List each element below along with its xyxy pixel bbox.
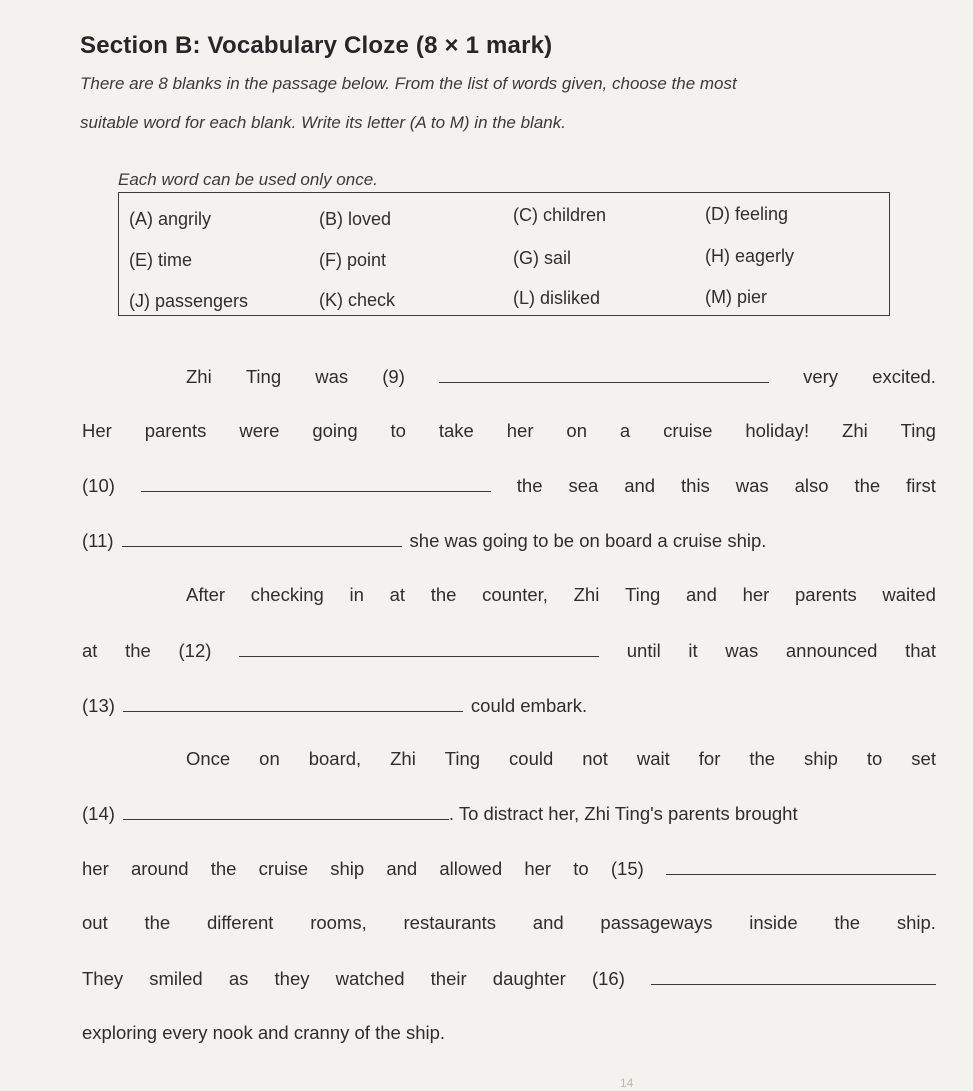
passage-word: the: [516, 475, 543, 496]
passage-line: [82, 803, 936, 833]
passage-word: the: [834, 912, 861, 933]
answer-blank-10[interactable]: [141, 475, 491, 492]
word-list-box: [118, 192, 890, 316]
passage-word: the: [430, 584, 457, 605]
passage-word: holiday!: [745, 420, 810, 441]
passage-word: set: [911, 748, 936, 769]
passage-line: [186, 748, 936, 778]
passage-word: Zhi: [573, 584, 600, 605]
passage-line: [82, 475, 936, 505]
passage-word: was: [315, 366, 349, 387]
word-option: (B) loved: [319, 209, 392, 229]
passage-word: first: [906, 475, 936, 496]
passage-word: They: [82, 968, 124, 989]
passage-word: board,: [308, 748, 362, 769]
passage-word: . To distract her, Zhi Ting's parents brought: [448, 803, 798, 824]
answer-blank-14[interactable]: [123, 803, 449, 820]
passage-word: could embark.: [470, 695, 588, 716]
passage-word: cruise: [258, 858, 308, 879]
passage-line: [82, 640, 936, 670]
word-option: (H) eagerly: [705, 246, 795, 266]
passage-word: Ting: [900, 420, 936, 441]
passage-word: ship: [803, 748, 838, 769]
passage-word: Zhi: [390, 748, 416, 769]
passage-word: After: [186, 584, 226, 605]
passage-word: (11): [82, 530, 114, 551]
answer-blank-9[interactable]: [439, 366, 769, 383]
passage-word: at: [389, 584, 405, 605]
word-option: (C) children: [513, 205, 607, 225]
passage-word: her: [742, 584, 770, 605]
passage-word: exploring every nook and cranny of the ship.: [82, 1022, 446, 1043]
passage-word: parents: [795, 584, 857, 605]
passage-word: to: [573, 858, 589, 879]
passage-word: the: [210, 858, 237, 879]
passage-word: they: [274, 968, 310, 989]
passage-word: Her: [82, 420, 112, 441]
passage-word: until: [626, 640, 661, 661]
passage-word: also: [794, 475, 829, 496]
passage-word: the: [125, 640, 151, 661]
answer-blank-11[interactable]: [122, 530, 402, 547]
passage-word: allowed: [439, 858, 503, 879]
passage-line: [186, 584, 936, 614]
passage-word: and: [532, 912, 564, 933]
section-title: Section B: Vocabulary Cloze (8 × 1 mark): [80, 32, 553, 59]
passage-word: around: [130, 858, 189, 879]
passage-word: daughter: [492, 968, 566, 989]
word-option: (M) pier: [705, 287, 767, 307]
passage-word: at: [82, 640, 98, 661]
passage-word: the: [854, 475, 881, 496]
passage-word: inside: [749, 912, 798, 933]
passage-word: and: [624, 475, 656, 496]
passage-line: [82, 530, 936, 560]
passage-word: going: [312, 420, 358, 441]
passage-word: it: [688, 640, 698, 661]
passage-word: take: [438, 420, 474, 441]
answer-blank-12[interactable]: [239, 640, 599, 657]
instruction-line-2: suitable word for each blank. Write its letter (A to M) in the blank.: [80, 113, 566, 132]
passage-word: (10): [82, 475, 115, 496]
passage-word: smiled: [149, 968, 203, 989]
passage-line: [82, 858, 936, 888]
passage-word: watched: [335, 968, 405, 989]
passage-word: the: [144, 912, 171, 933]
passage-word: sea: [568, 475, 599, 496]
passage-word: waited: [882, 584, 936, 605]
passage-word: Ting: [245, 366, 282, 387]
passage-word: (13): [82, 695, 115, 716]
passage-word: this: [681, 475, 710, 496]
passage-word: rooms,: [310, 912, 367, 933]
passage-word: checking: [250, 584, 324, 605]
passage-word: passageways: [600, 912, 713, 933]
passage-word: ship.: [896, 912, 936, 933]
passage-line: [82, 1022, 936, 1052]
passage-word: ship: [330, 858, 365, 879]
passage-word: (16): [591, 968, 625, 989]
passage-word: was: [725, 640, 759, 661]
word-option: (F) point: [319, 250, 387, 270]
passage-word: in: [349, 584, 364, 605]
passage-word: for: [698, 748, 721, 769]
word-option: (D) feeling: [705, 204, 789, 224]
passage-word: (12): [178, 640, 212, 661]
passage-word: excited.: [872, 366, 936, 387]
passage-word: and: [686, 584, 717, 605]
passage-line: [82, 912, 936, 942]
passage-word: different: [206, 912, 274, 933]
word-option: (E) time: [129, 250, 192, 270]
passage-word: parents: [144, 420, 207, 441]
passage-word: to: [866, 748, 883, 769]
passage-word: announced: [785, 640, 878, 661]
passage-word: on: [566, 420, 587, 441]
passage-line: [82, 695, 936, 725]
word-option: (A) angrily: [129, 209, 212, 229]
passage-word: their: [430, 968, 467, 989]
answer-blank-13[interactable]: [123, 695, 463, 712]
passage-word: Zhi: [842, 420, 868, 441]
word-option: (G) sail: [513, 248, 571, 268]
instruction-line-1: There are 8 blanks in the passage below. From the list of words given, choose the most: [80, 74, 737, 93]
word-option: (L) disliked: [513, 288, 601, 308]
passage-line: [82, 420, 936, 450]
passage-word: counter,: [482, 584, 548, 605]
passage-word: Ting: [444, 748, 481, 769]
passage-word: as: [228, 968, 249, 989]
usage-note: Each word can be used only once.: [118, 170, 378, 189]
passage-word: (9): [382, 366, 405, 387]
passage-word: the: [749, 748, 776, 769]
word-option: (K) check: [319, 290, 396, 310]
passage-word: wait: [636, 748, 670, 769]
passage-word: (15): [610, 858, 644, 879]
passage-word: not: [582, 748, 608, 769]
passage-word: out: [82, 912, 108, 933]
passage-word: her: [506, 420, 534, 441]
passage-line: [186, 366, 936, 396]
word-option: (J) passengers: [129, 291, 249, 311]
passage-word: on: [259, 748, 280, 769]
page-number: 14: [620, 1076, 634, 1090]
passage-word: that: [905, 640, 936, 661]
passage-word: she was going to be on board a cruise ship.: [409, 530, 767, 551]
passage-word: a: [619, 420, 631, 441]
passage-word: cruise: [663, 420, 713, 441]
passage-word: her: [82, 858, 109, 879]
answer-blank-15[interactable]: [666, 858, 936, 875]
passage-word: restaurants: [403, 912, 497, 933]
passage-word: was: [735, 475, 769, 496]
passage-word: to: [390, 420, 406, 441]
passage-line: [82, 968, 936, 998]
passage-word: were: [239, 420, 280, 441]
passage-word: her: [524, 858, 552, 879]
passage-word: Zhi: [186, 366, 212, 387]
passage-word: could: [509, 748, 554, 769]
passage-word: Once: [186, 748, 231, 769]
answer-blank-16[interactable]: [651, 968, 936, 985]
passage-word: very: [803, 366, 839, 387]
passage-word: Ting: [625, 584, 661, 605]
passage-word: (14): [82, 803, 115, 824]
passage-word: and: [386, 858, 418, 879]
